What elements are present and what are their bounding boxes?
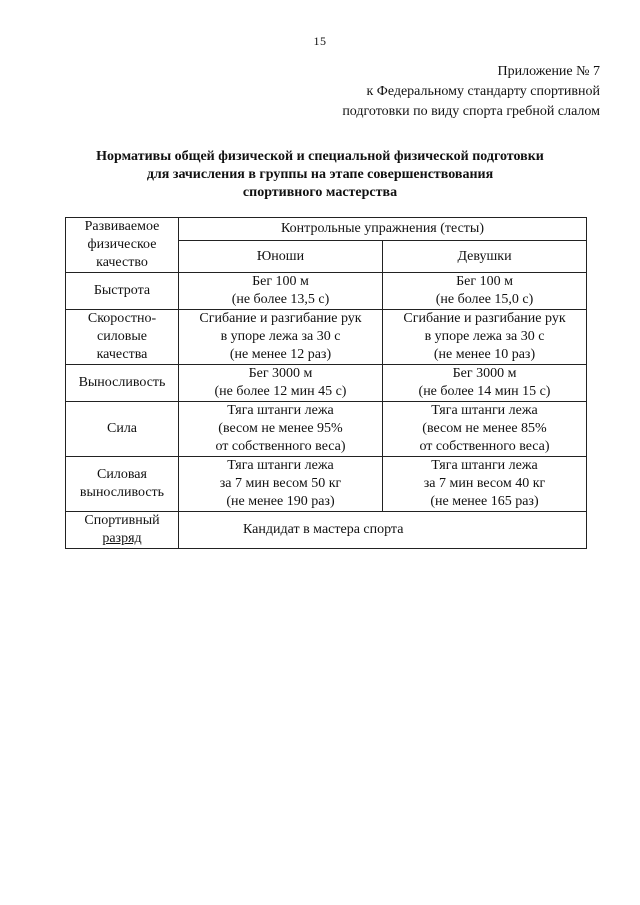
rank-label-cell: Спортивный разряд — [66, 512, 179, 549]
header-quality: Развиваемое физическое качество — [66, 218, 179, 273]
header-tests: Контрольные упражнения (тесты) — [179, 218, 587, 241]
title-line: Нормативы общей физической и специальной физической подготовки — [96, 149, 544, 164]
title-line: для зачисления в группы на этапе совершенствования — [146, 167, 494, 182]
title-line: спортивного мастерства — [242, 185, 398, 200]
header-girls: Девушки — [383, 241, 587, 273]
quality-cell: Выносливость — [66, 365, 179, 402]
girls-cell: Тяга штанги лежа (весом не менее 85% от собственного веса) — [383, 402, 587, 457]
quality-cell: Быстрота — [66, 273, 179, 310]
table-row-rank — [66, 512, 587, 549]
header-boys: Юноши — [179, 241, 383, 273]
quality-cell: Сила — [66, 402, 179, 457]
quality-cell: Силовая выносливость — [66, 457, 179, 512]
table-row — [66, 402, 587, 457]
boys-cell: Бег 3000 м (не более 12 мин 45 с) — [179, 365, 383, 402]
table-header-row — [66, 218, 587, 241]
table-row — [66, 273, 587, 310]
quality-cell: Скоростно- силовые качества — [66, 310, 179, 365]
norms-table — [65, 217, 587, 549]
girls-cell: Сгибание и разгибание рук в упоре лежа за 30 с (не менее 10 раз) — [383, 310, 587, 365]
table-row — [66, 310, 587, 365]
table-row — [66, 457, 587, 512]
document-title — [0, 148, 640, 202]
boys-cell: Бег 100 м (не более 13,5 с) — [179, 273, 383, 310]
rank-value-cell: Кандидат в мастера спорта — [179, 512, 587, 549]
table-row — [66, 365, 587, 402]
girls-cell: Бег 3000 м (не более 14 мин 15 с) — [383, 365, 587, 402]
appendix-line: подготовки по виду спорта гребной слалом — [342, 104, 600, 119]
appendix-line: Приложение № 7 — [497, 64, 600, 79]
boys-cell: Тяга штанги лежа за 7 мин весом 50 кг (не менее 190 раз) — [179, 457, 383, 512]
girls-cell: Бег 100 м (не более 15,0 с) — [383, 273, 587, 310]
page-number: 15 — [313, 34, 327, 48]
boys-cell: Сгибание и разгибание рук в упоре лежа за 30 с (не менее 12 раз) — [179, 310, 383, 365]
girls-cell: Тяга штанги лежа за 7 мин весом 40 кг (не менее 165 раз) — [383, 457, 587, 512]
boys-cell: Тяга штанги лежа (весом не менее 95% от собственного веса) — [179, 402, 383, 457]
appendix-line: к Федеральному стандарту спортивной — [366, 84, 600, 99]
appendix-header — [342, 62, 600, 122]
